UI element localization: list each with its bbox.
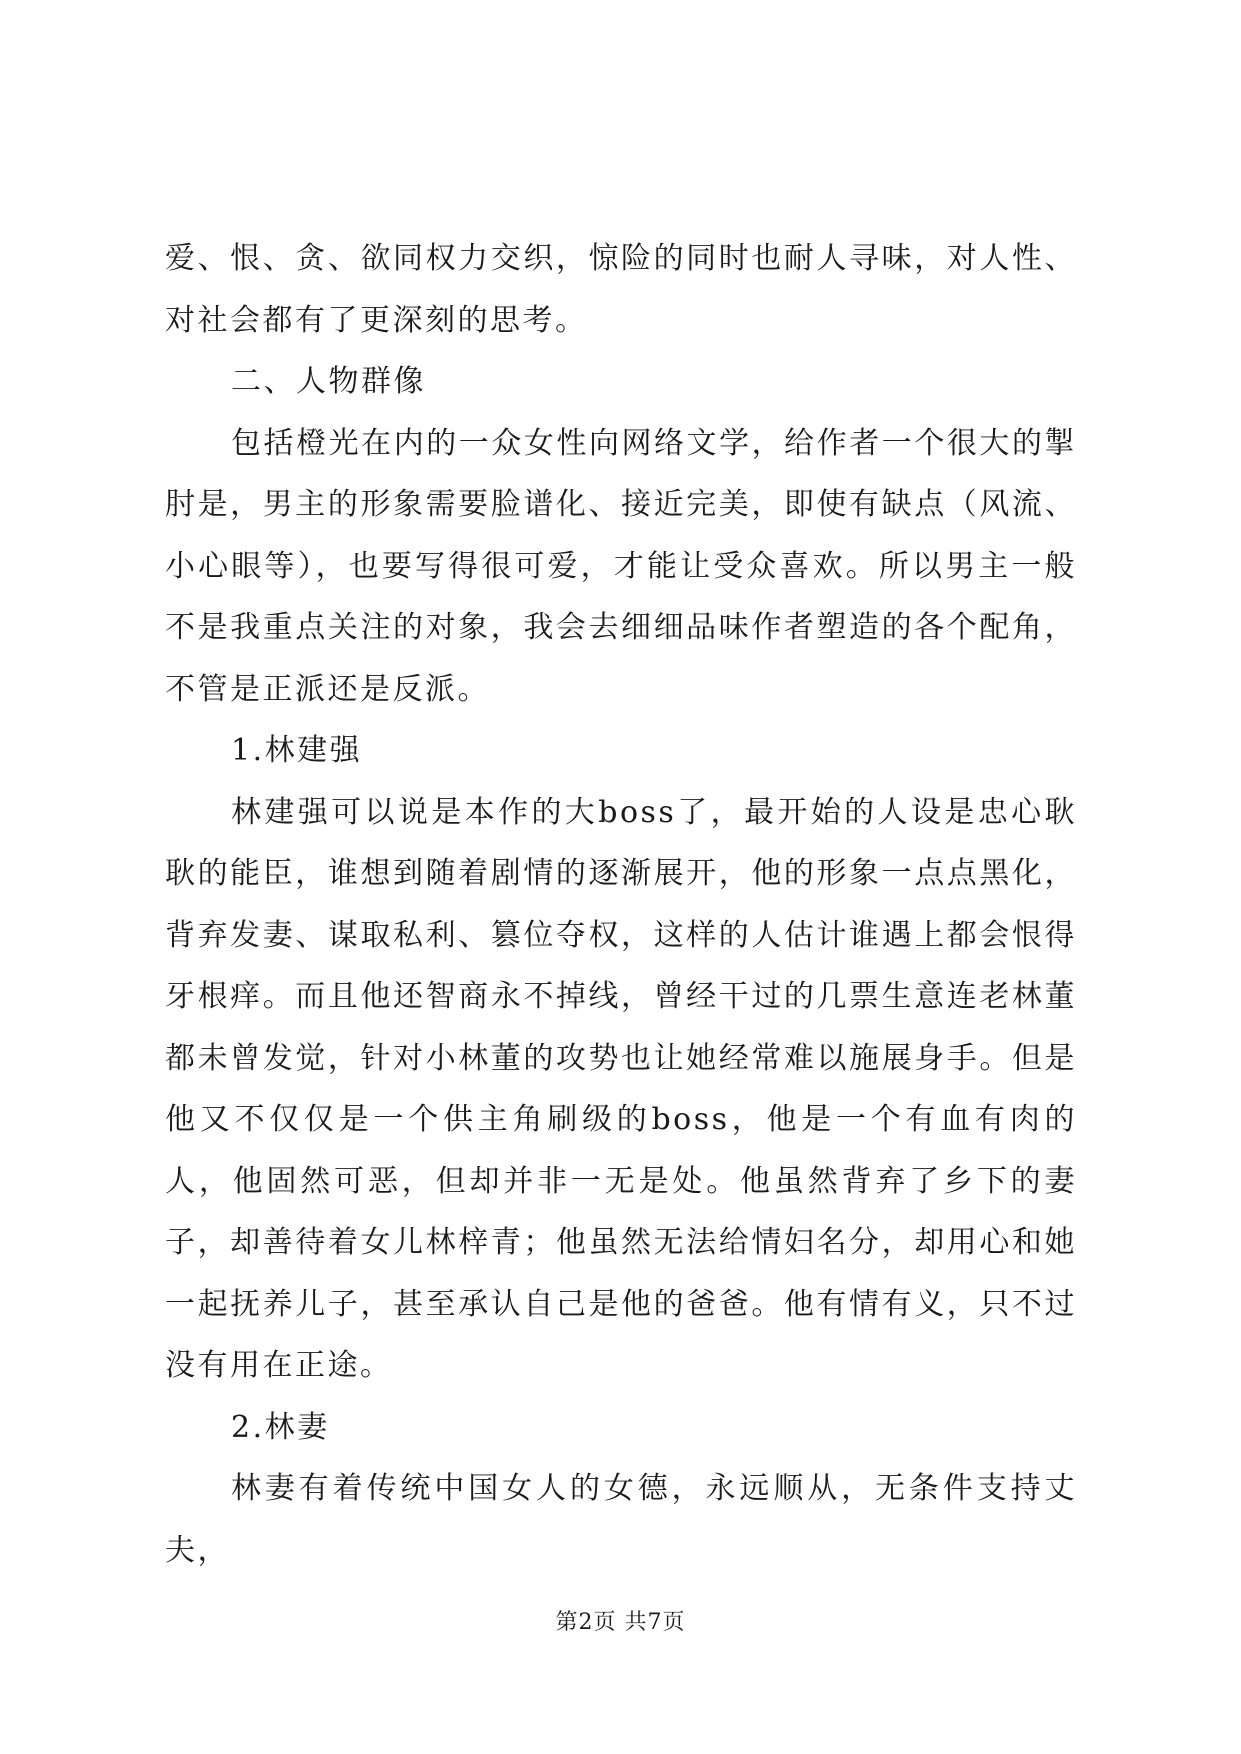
subheading-lin-jianqiang: 1.林建强 (231, 733, 363, 768)
paragraph-lin-wife: 林妻有着传统中国女人的女德，永远顺从，无条件支持丈夫， (165, 1471, 1077, 1568)
section-heading-characters: 二、人物群像 (231, 364, 426, 399)
page-number-footer: 第2页 共7页 (555, 1610, 686, 1635)
paragraph-lin-jianqiang: 林建强可以说是本作的大boss了，最开始的人设是忠心耿耿的能臣，谁想到随着剧情的逐渐展开，他的形象一点点黑化，背弃发妻、谋取私利、篡位夺权，这样的人估计谁遇上都会恨得牙根痒。而且他还智商永不掉线，曾经干过的几票生意连老林董都未曾发觉，针对小林董的攻势也让她经常难以施展身手。但是他又不仅仅是一个供主角刷级的boss，他是一个有血有肉的人，他固然可恶，但却并非一无是处。他虽然背弃了乡下的妻子，却善待着女儿林梓青；他虽然无法给情妇名分，却用心和她一起抚养儿子，甚至承认自己是他的爸爸。他有情有义，只不过没有用在正途。 (165, 794, 1077, 1383)
document-body (165, 228, 1077, 1581)
subheading-lin-wife: 2.林妻 (231, 1409, 330, 1445)
paragraph-intro-continuation: 爱、恨、贪、欲同权力交织，惊险的同时也耐人寻味，对人性、对社会都有了更深刻的思考。 (165, 241, 1077, 338)
paragraph-characters-intro: 包括橙光在内的一众女性向网络文学，给作者一个很大的掣肘是，男主的形象需要脸谱化、接近完美，即使有缺点（风流、小心眼等），也要写得很可爱，才能让受众喜欢。所以男主一般不是我重点关注的对象，我会去细细品味作者塑造的各个配角，不管是正派还是反派。 (165, 425, 1077, 707)
